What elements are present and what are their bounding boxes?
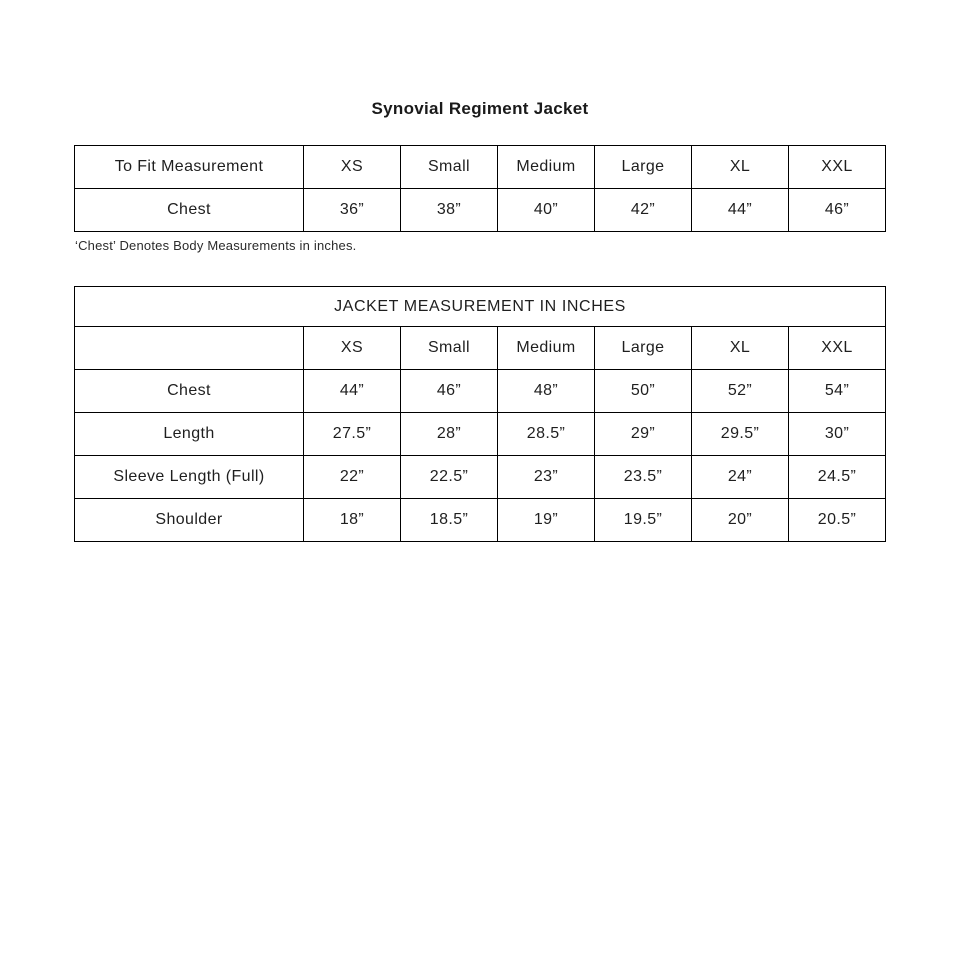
- row-label: Shoulder: [75, 499, 304, 542]
- value-cell: 52”: [692, 370, 789, 413]
- fit-table-header-size-small: Small: [401, 146, 498, 189]
- jacket-table-header-size-xl: XL: [692, 327, 789, 370]
- jacket-table-header-size-small: Small: [401, 327, 498, 370]
- value-cell: 40”: [498, 189, 595, 232]
- jacket-measurement-table: [74, 286, 886, 542]
- value-cell: 24”: [692, 456, 789, 499]
- value-cell: 20”: [692, 499, 789, 542]
- fit-table-chest-row: [75, 189, 886, 232]
- value-cell: 18”: [304, 499, 401, 542]
- value-cell: 28”: [401, 413, 498, 456]
- value-cell: 44”: [304, 370, 401, 413]
- to-fit-measurement-table: [74, 145, 886, 232]
- fit-table-header-size-large: Large: [595, 146, 692, 189]
- value-cell: 44”: [692, 189, 789, 232]
- empty-corner-cell: [75, 327, 304, 370]
- value-cell: 50”: [595, 370, 692, 413]
- row-label: Length: [75, 413, 304, 456]
- row-label: Sleeve Length (Full): [75, 456, 304, 499]
- value-cell: 46”: [401, 370, 498, 413]
- value-cell: 19”: [498, 499, 595, 542]
- jacket-table-header-size-xs: XS: [304, 327, 401, 370]
- value-cell: 23.5”: [595, 456, 692, 499]
- jacket-table-title-row: [75, 287, 886, 327]
- page-title: Synovial Regiment Jacket: [371, 99, 589, 118]
- value-cell: 42”: [595, 189, 692, 232]
- value-cell: 23”: [498, 456, 595, 499]
- jacket-table-shoulder-row: [75, 499, 886, 542]
- value-cell: 22”: [304, 456, 401, 499]
- jacket-table-header-size-medium: Medium: [498, 327, 595, 370]
- fit-table-header-size-medium: Medium: [498, 146, 595, 189]
- jacket-table-title: JACKET MEASUREMENT IN INCHES: [75, 287, 886, 327]
- value-cell: 27.5”: [304, 413, 401, 456]
- jacket-table-sleeve-length-row: [75, 456, 886, 499]
- fit-table-header-size-xs: XS: [304, 146, 401, 189]
- value-cell: 24.5”: [789, 456, 886, 499]
- value-cell: 38”: [401, 189, 498, 232]
- value-cell: 36”: [304, 189, 401, 232]
- row-label: Chest: [75, 370, 304, 413]
- jacket-table-header-size-xxl: XXL: [789, 327, 886, 370]
- value-cell: 46”: [789, 189, 886, 232]
- chest-note: ‘Chest’ Denotes Body Measurements in inches.: [75, 238, 357, 253]
- value-cell: 54”: [789, 370, 886, 413]
- value-cell: 29.5”: [692, 413, 789, 456]
- value-cell: 18.5”: [401, 499, 498, 542]
- fit-table-header-size-xxl: XXL: [789, 146, 886, 189]
- value-cell: 30”: [789, 413, 886, 456]
- value-cell: 20.5”: [789, 499, 886, 542]
- fit-table-header-size-xl: XL: [692, 146, 789, 189]
- value-cell: 28.5”: [498, 413, 595, 456]
- jacket-table-header-row: [75, 327, 886, 370]
- row-label: Chest: [75, 189, 304, 232]
- size-guide-page: [74, 0, 886, 542]
- jacket-table-length-row: [75, 413, 886, 456]
- value-cell: 48”: [498, 370, 595, 413]
- fit-table-header-row: [75, 146, 886, 189]
- fit-table-header-label: To Fit Measurement: [75, 146, 304, 189]
- value-cell: 29”: [595, 413, 692, 456]
- value-cell: 19.5”: [595, 499, 692, 542]
- jacket-table-chest-row: [75, 370, 886, 413]
- value-cell: 22.5”: [401, 456, 498, 499]
- jacket-table-header-size-large: Large: [595, 327, 692, 370]
